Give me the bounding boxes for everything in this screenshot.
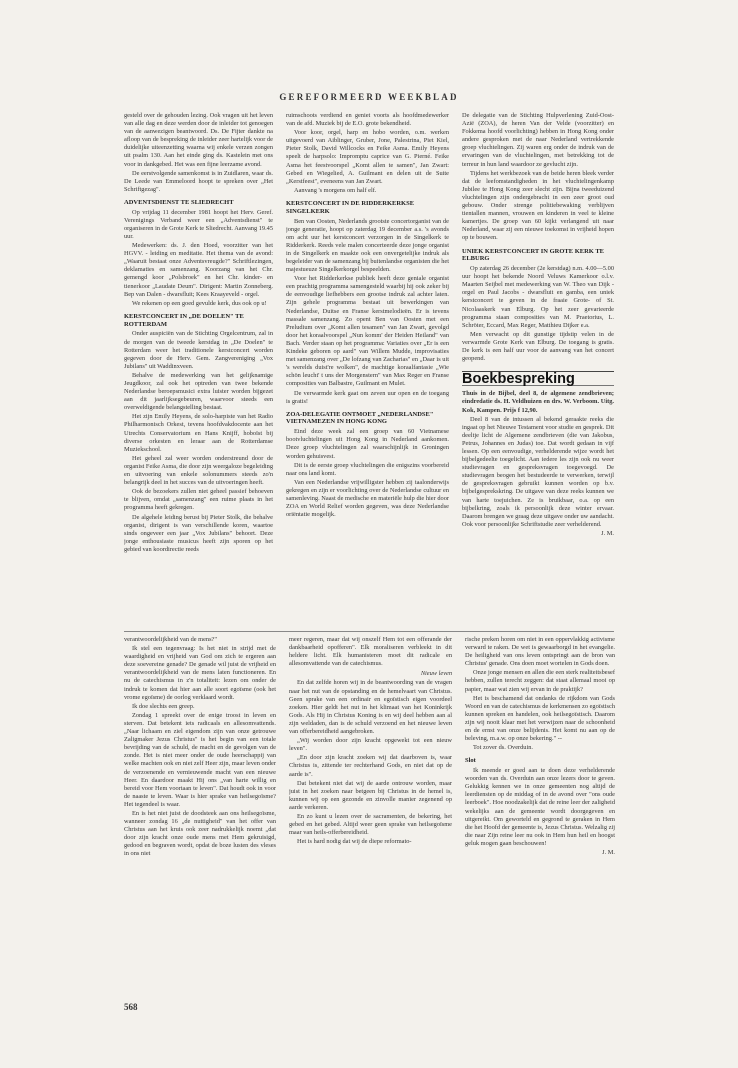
paragraph: Op vrijdag 11 december 1981 hoopt het Herv. Geref. Verenigings Verband weer een „Adventsdienst" te organiseren in de Grote Kerk te Sliedrecht. Aanvang 19.45 uur. — [124, 208, 273, 241]
book-citation — [462, 390, 614, 414]
paragraph: De eerstvolgende samenkomst is in Zuidlaren, waar ds. De Leede van Emmeloord hoopt te spreken over „Het Schriftgezag". — [124, 169, 273, 193]
article-heading-elburg: UNIEK KERSTCONCERT IN GROTE KERK TE ELBURG — [462, 247, 605, 263]
subheading-slot: Slot — [465, 757, 476, 765]
paragraph: Tot zover ds. Overduin. — [473, 744, 533, 752]
paragraph: Onder auspiciën van de Stichting Orgelcentrum, zal in de morgen van de tweede kerstdag in „De Doelen" te Rotterdam weer het traditionele kerstconcert worden gegeven door de Herv. Gem. Zangvereniging „Vox Jubilans" uit Waddinxveen. — [124, 330, 273, 370]
paragraph: Voor koor, orgel, harp en hobo worden, o.m. werken uitgevoerd van Aiblinger, Gruber, Jone, Palestrina, Piet Kiel, Pieter Stolk, David Willcocks en Feike Asma. Emily Heyens speelt de harpsolo: Impromptu caprice van G. Pierné. Feike Asma het feestvoorspel „Komt allen te samen", Jan Zwart: Gebed en Wiegelied, A. Guilmant en delen uit de Suite „Kerstfeest", eveneens van Jan Zwart. — [286, 129, 449, 185]
top-column-2 — [286, 112, 449, 630]
paragraph: Onze jonge mensen en allen die een sterk realiteitsbesef hebben, zullen terecht zeggen: dat staat allemaal mooi op papier, maar wat zien wij ervan in de praktijk? — [465, 669, 615, 693]
paragraph: En dat zelfde horen wij in de beantwoording van de vragen naar het nut van de opstanding en de hemelvaart van Christus. Geen sprake van een ordinair en egoïstisch eigen voordeel zoeken. Hier geldt het nut in het klimaat van het Koninkrijk Gods. Als Hij in Christus Koning is en wij deel hebben aan al zijn weldaden, dan is de schuld verzoend en het nieuwe leven van offerbereidheid aangebroken. — [289, 679, 452, 736]
masthead: GEREFORMEERD WEEKBLAD — [279, 92, 459, 102]
subheading-nieuw-leven: Nieuw leven — [420, 670, 452, 678]
paragraph: We rekenen op een goed gevulde kerk, dus ook op u! — [132, 299, 267, 307]
signature: J. M. — [601, 529, 614, 537]
paragraph: Tijdens het werkbezoek van de beide heren bleek verder dat de leefomstandigheden in het vluchtelingenkamp Jubilee te Hong Kong zeer slecht zijn. Bijna tweeduizend vluchtelingen zijn ondergebracht in een zeer groot oud gebouw. Onder strenge politiebewaking verblijven tientallen mannen, vrouwen en kinderen in veel te kleine kamertjes. De groep van 60 kijkt verlangend uit naar Nederland, waar zij een nieuwe toekomst in vrijheid hopen op te bouwen. — [462, 169, 614, 242]
bottom-column-1 — [124, 636, 276, 998]
book-citation-text: Thuis in de Bijbel, deel 8, de algemene zendbrieven; eindredatie ds. H. Veldhuizen en drs. W. Verboom. Uitg. Kok, Kampen. Prijs f 12,90. — [462, 390, 614, 414]
paragraph: Zondag 1 spreekt over de enige troost in leven en sterven. Dat betekent iets radicaals en allesomvattends. „Naar lichaam en ziel eigendom zijn van onze getrouwe Zaligmaker Jezus Christus" is het begin van een totale bevrijding van de schuld, de macht en de gevolgen van de zonde. Het is niet meer onder de oude heerschappij van welke machten ook en niet zelf Heer zijn, maar leven onder de verzoenende en vernieuwende macht van een nieuwe Heer. En daardoor maakt Hij ons „van harte willig en bereid voor Hem voortaan te leven". Dat houdt ook in voor de naaste te leven. Waar is hier sprake van heilsegoïsme? Het tegendeel is waar. — [124, 711, 276, 808]
paragraph: De algehele leiding berust bij Pieter Stolk, die behalve organist, dirigent is van verschillende koren, waartoe sinds ongeveer een jaar „Vox Jubilans" behoort. Deze jonge enthousiaste musicus heeft zijn sporen op het gebied van koordirectie reeds — [124, 513, 273, 553]
paragraph: En zo kunt u lezen over de sacramenten, de bekering, het gebed en het gebed. Altijd weer geen sprake van heilsegoïsme maar van heils-offerbereidheid. — [289, 812, 452, 837]
paragraph: gesteld over de gehouden lezing. Ook vragen uit het leven van alle dag en deze werden door de inleider tot genoegen van de aanwezigen beantwoord. Ds. De Fijter dankte na afloop van de bespreking de inleider zeer hartelijk voor de duidelijke uiteenzetting waarna wij enkele verzen zongen uit psalm 130. Aan het einde ging ds. Kastelein met ons voor in dankgebed. Het was een fijne leerzame avond. — [124, 112, 273, 168]
paragraph: „Wij worden door zijn kracht opgewekt tot een nieuw leven". — [289, 737, 452, 753]
article-heading-ridderkerk: KERSTCONCERT IN DE RIDDERKERKSE SINGELKERK — [286, 199, 415, 215]
article-heading-doelen: KERSTCONCERT IN „DE DOELEN" TE ROTTERDAM — [124, 312, 244, 328]
paragraph: Ik meende er goed aan te doen deze verhelderende woorden van ds. Overduin aan onze lezers door te geven. Gelukkig kennen we in onze gemeenten nog altijd de leerdiensten op de middag of in de avond over "ons oude leerboek". Hoe noodzakelijk dat de reine leer der zaligheid wekelijks aan de gemeente wordt doorgegeven en uitgereikt. Om geworteld en gegrond te geraken in Hem die het Hoofd der gemeente is, Jezus Christus. Welzalig zij die naar Zijn reine leer nu ook in Hem hun heil en hoogst geluk mogen gaan beschouwen! — [465, 767, 615, 847]
paragraph: Ik stel een tegenvraag: Is het niet in strijd met de waardigheid en vrijheid van God om zich te ergeren aan deze soevereine genade? De genade wil juist de vrijheid en verantwoordelijkheid van de mens laten functioneren. En nu de catechismus in z'n totaliteit: lezen om onder de indruk te komen dat hier aan alle soort egoïsme (ook het vrome egoïsme) de oorlog verklaard wordt. — [124, 645, 276, 701]
paragraph: Eind deze week zal een groep van 60 Vietnamese bootvluchtelingen uit Hong Kong in Nederland aankomen. Deze groep vluchtelingen zal waarschijnlijk in Groningen worden gehuisvest. — [286, 428, 449, 460]
page-number: 568 — [124, 1002, 138, 1012]
article-heading-advent: ADVENTSDIENST TE SLIEDRECHT — [124, 198, 234, 206]
top-column-1 — [124, 112, 273, 630]
paragraph: Aanvang 's morgens om half elf. — [294, 186, 377, 194]
signature: J. M. — [602, 849, 615, 857]
top-column-3 — [462, 112, 614, 630]
paragraph: Van een Nederlandse vrijwilligster hebben zij taalonderwijs gekregen en zijn er voorlichting over de Nederlandse cultuur en samenleving. Naast de medische en materiële hulp die hier door ZOA en World Relief worden gegeven, was deze Nederlandse oriëntatie mogelijk. — [286, 478, 449, 519]
paragraph: „En door zijn kracht zoeken wij dat daarboven is, waar Christus is, zittende ter rechterhand Gods, en niet dat op de aarde is". — [289, 754, 452, 778]
paragraph: Ben van Oosten, Nederlands grootste concertorganist van de jonge generatie, hoopt op zaterdag 19 december a.s. 's avonds om acht uur het kerstconcert verzorgen in de Singelkerk te Ridderkerk. Reeds vele malen concerteerde deze jonge organist in de Singelkerk en maakte ook een onvergetelijke indruk als begeleider van de samenzang bij buitenlandse organisten die het majestueuze Singelkerkorgel bespeelden. — [286, 217, 449, 274]
paragraph: Dit is de eerste groep vluchtelingen die enigszins voorbereid naar ons land komt. — [286, 461, 449, 477]
paragraph: verantwoordelijkheid van de mens?" — [124, 636, 217, 643]
paragraph: rische preken horen om niet in een oppervlakkig activisme verward te raken. De wet is gewaarborgd in het evangelie. De heiligheid van ons leven ontspringt aan de bron van Christus' genade. Ons doen moet wortelen in Gods doen. — [465, 636, 615, 668]
paragraph: Op zaterdag 26 december (2e kerstdag) n.m. 4.00—5.00 uur hoopt het bekende Noord Veluws Kamerkoor o.l.v. Maarten Seijbel met medewerking van W. Theo van Dijk - orgel en Paul Jacobs - dwarsfluit en gamba, een uniek kerstconcert te geven in de fraaie Grote- of St. Nicolaaskerk van Elburg. Op het zeer gevarieerde programma staan composities van M. Praetorius, L. Schröter, Eccard, Max Reger, Matthieu Dijker e.a. — [462, 265, 614, 329]
paragraph: Voor het Ridderkerkse publiek heeft deze geniale organist een prachtig programma samengesteld waarbij hij ook zeker bij de eenvoudige liefhebbers een grootse indruk zal achter laten. Zijn gehele programma bestaat uit bewerkingen van Nederlandse, Duitse en Franse kerstmelodieën. Er is tevens massale samenzang. Zo opent Ben van Oosten met een Preludium over „Komt allen tesamen" van Jan Zwart, gevolgd door het koraalvoorspel „Nun komm' der Heiden Heiland" van Bach. Verder staan op het programma: Variaties over „Er is een Kindeke geboren op aard" van Willem Mudde, improvisaties met samenzang over „De lofzang van Zacharias" en „Daar is uit 's werelds duist're wolken", de machtige koraalfantasie „Wie schön leucht' t uns der Morgenstern" van Max Reger en Franse composities van Balbastre, Guilmant en Mulet. — [286, 275, 449, 388]
section-divider — [124, 631, 614, 632]
paragraph: De delegatie van de Stichting Hulpverlening Zuid-Oost-Azië (ZOA), de heren Van der Velde (voorzitter) en Fokkema hoofd voorlichting) hebben in Hong Kong onder andere gesproken met de naar Nederland vertrekkende groep vluchtelingen. Zij waren erg onder de indruk van de ervaringen van de vluchtelingen, met betrekking tot de terreur in hun land waardoor ze gevlucht zijn. — [462, 112, 614, 168]
section-heading-boekbespreking: Boekbespreking — [462, 371, 614, 386]
paragraph: Ik doe slechts een greep. — [132, 702, 195, 710]
paragraph: Dat betekent niet dat wij de aarde ontrouw worden, maar juist in het zoeken naar betgeen bij Christus in de hemel is, kunnen wij op een gezonde en zinvolle manier zegenend op aarde verkeren. — [289, 779, 452, 811]
paragraph: Ook de bezoekers zullen niet geheel passief behoeven te blijven, omdat „samenzang" een ruime plaats in het programma heeft gekregen. — [124, 488, 273, 512]
paragraph: Het geheel zal weer worden onderstreund door de organist Feike Asma, die door zijn weergaloze begeleiding en uitvoering van enkele solonummers steeds zo'n belangrijk deel in het succes van de uitvoeringen heeft. — [124, 454, 273, 487]
paragraph: En is het niet juist de doodsteek aan ons heilsegoïsme, wanneer zondag 16 „de nuttigheid" van het offer van Christus aan het kruis ook zeer nadrukkelijk noemt „dat door zijn kracht onze oude mens met Hem gekruisigd, gedood en begraven wordt, opdat de boze lusten des vleses in ons niet — [124, 809, 276, 858]
paragraph: De verwarmde kerk gaat om zeven uur open en de toegang is gratis! — [286, 389, 449, 405]
bottom-column-2 — [289, 636, 452, 998]
bottom-column-3 — [465, 636, 615, 998]
paragraph: Behalve de medewerking van het gelijknamige Jeugdkoor, zal ook het optreden van twee bekende Nederlandse beroepsmusici extra luister worden bijgezet aan dit jaarlijksegebeuren, waarvoor steeds een overweldigende belangstelling bestaat. — [124, 371, 273, 412]
paragraph: Men verwacht op dit gunstige tijdstip velen in de verwarmde Grote Kerk van Elburg. De toegang is gratis. De kerk is een half uur voor de aanvang van het concert geopend. — [462, 330, 614, 363]
article-heading-zoa: ZOA-DELEGATIE ONTMOET „NEDERLANDSE" VIETNAMEZEN IN HONG KONG — [286, 410, 434, 426]
paragraph: Medewerken: ds. J. den Hoed, voorzitter van het HGVV. - leiding en meditatie. Het thema van de avond: „Waaruit bestaat onze Adventsvreugde?" Schriftlezingen, deklamaties en samenzang. Koorzang van het Chr. gemengd koor „Polsbroek" en het Chr. kinder- en tienerkoor „Laudate Deum". Dirigent: Martin Zonneberg. Bep van Dalen - dwarsfluit; Kees Kraayeveld - orgel. — [124, 242, 273, 298]
paragraph: Het zijn Emily Heyens, de solo-harpiste van het Radio Philharmonisch Orkest, tevens hoofdvakdocente aan het Utrechts Conservatorium en Hans Knijff, hoboïst bij diverse orkesten en leraar aan de Rotterdamse Muziekschool. — [124, 413, 273, 453]
paragraph: Het is beschamend dat ondanks de rijkdom van Gods Woord en van de catechismus de kerkmensen zo egoïstisch kunnen spreken en handelen, ook heilsegoïstisch. Daarom zijn wij nooit klaar met het verwijzen naar de schoonheid en de ernst van onze belijdenis. Het komt nu aan op de beleving, m.a.w. op onze bekering." -- — [465, 694, 615, 743]
paragraph: Deel 8 van de intussen al bekend geraakte reeks die ingaat op het Nieuwe Testament voor studie en gesprek. Dit deeltje licht de Algemene zendbrieven (die van Jakobus, Petrus, Johannes en Judas) toe. Dat wordt gedaan in vijf lessen. Op een eenvoudige, verhelderende wijze wordt het bijbelgedeelte toegelicht. Aan iedere les zijn ook nu weer studievragen en gespreksvragen toegevoegd. De studievragen beogen het bestudeerde te verwerken, terwijl de gespreksvragen gebruikt kunnen worden op b.v. bijbelgesprekskring. De uitgave van deze reeks kunnen we van harte toejuichen. Ze is bruikbaar, o.a. op een bijbelkring, zoals ik persoonlijk deze winter ervaar. Daarom brengen we graag deze uitgave onder uw aandacht. Ook voor persoonlijke Schriftstudie zeer verhelderend. — [462, 415, 614, 528]
paragraph: meer regeren, maar dat wij onszelf Hem tot een offerande der dankbaarheid opofferen". Elk moraliseren verbleekt in dit heldere licht. Elk humanisteren moet dit radicale en allesomvattende van de catechismus. — [289, 636, 452, 668]
paragraph: ruimschoots verdiend en geniet voorts als hoofdmedewerker van de afd. Muziek bij de E.O. grote bekendheid. — [286, 112, 449, 128]
paragraph: Het is hard nodig dat wij de diepe reformato- — [297, 838, 412, 846]
